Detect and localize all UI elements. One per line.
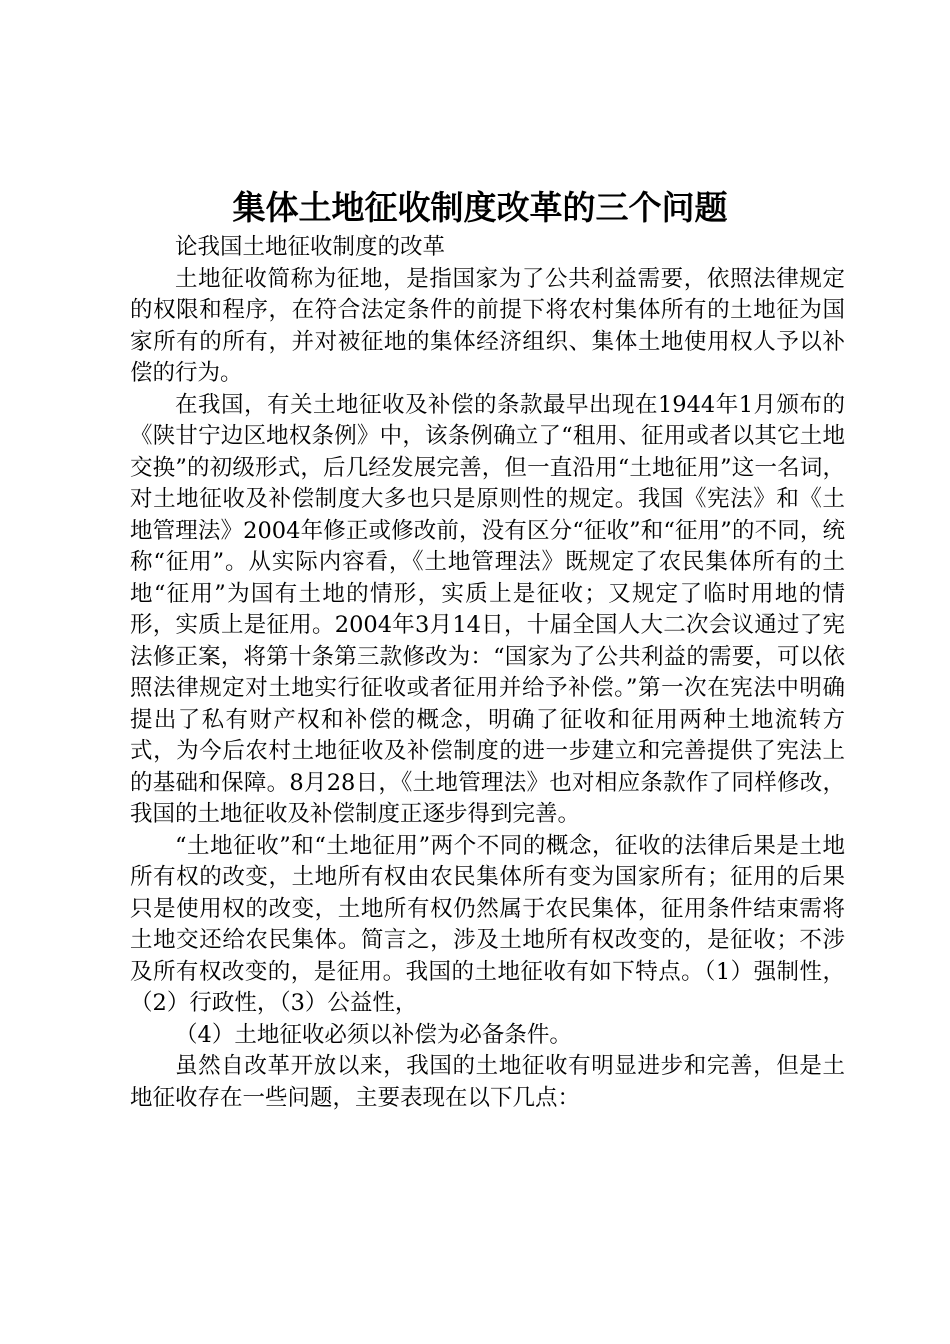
document-title: 集体土地征收制度改革的三个问题 xyxy=(232,188,728,227)
paragraph-problems-intro: 虽然自改革开放以来，我国的土地征收有明显进步和完善，但是土地征收存在一些问题，主要表现在以下几点： xyxy=(130,1053,845,1111)
paragraph-definition: 土地征收简称为征地，是指国家为了公共利益需要，依照法律规定的权限和程序，在符合法定条件的前提下将农村集体所有的土地征为国家所有的所有，并对被征地的集体经济组织、集体土地使用权人予以补偿的行为。 xyxy=(130,265,845,386)
paragraph-feature-4: （4）土地征收必须以补偿为必备条件。 xyxy=(175,1021,572,1048)
paragraph-subtitle: 论我国土地征收制度的改革 xyxy=(175,234,446,260)
document-body xyxy=(130,232,845,1114)
paragraph-history: 在我国，有关土地征收及补偿的条款最早出现在1944年1月颁布的《陕甘宁边区地权条例》中，该条例确立了“租用、征用或者以其它土地交换”的初级形式，后几经发展完善，但一直沿用“土地征用”这一名词，对土地征收及补偿制度大多也只是原则性的规定。我国《宪法》和《土地管理法》2004年修正或修改前，没有区分“征收”和“征用”的不同，统称“征用”。从实际内容看，《土地管理法》既规定了农民集体所有的土地“征用”为国有土地的情形，实质上是征收；又规定了临时用地的情形，实质上是征用。2004年3月14日，十届全国人大二次会议通过了宪法修正案，将第十条第三款修改为：“国家为了公共利益的需要，可以依照法律规定对土地实行征收或者征用并给予补偿。”第一次在宪法中明确提出了私有财产权和补偿的概念，明确了征收和征用两种土地流转方式，为今后农村土地征收及补偿制度的进一步建立和完善提供了宪法上的基础和保障。8月28日，《土地管理法》也对相应条款作了同样修改，我国的土地征收及补偿制度正逐步得到完善。 xyxy=(130,391,845,827)
paragraph-distinction: “土地征收”和“土地征用”两个不同的概念，征收的法律后果是土地所有权的改变，土地所有权由农民集体所有变为国家所有；征用的后果只是使用权的改变，土地所有权仍然属于农民集体，征用条件结束需将土地交还给农民集体。简言之，涉及土地所有权改变的，是征收；不涉及所有权改变的，是征用。我国的土地征收有如下特点。（1）强制性，（2）行政性，（3）公益性， xyxy=(130,832,845,1016)
